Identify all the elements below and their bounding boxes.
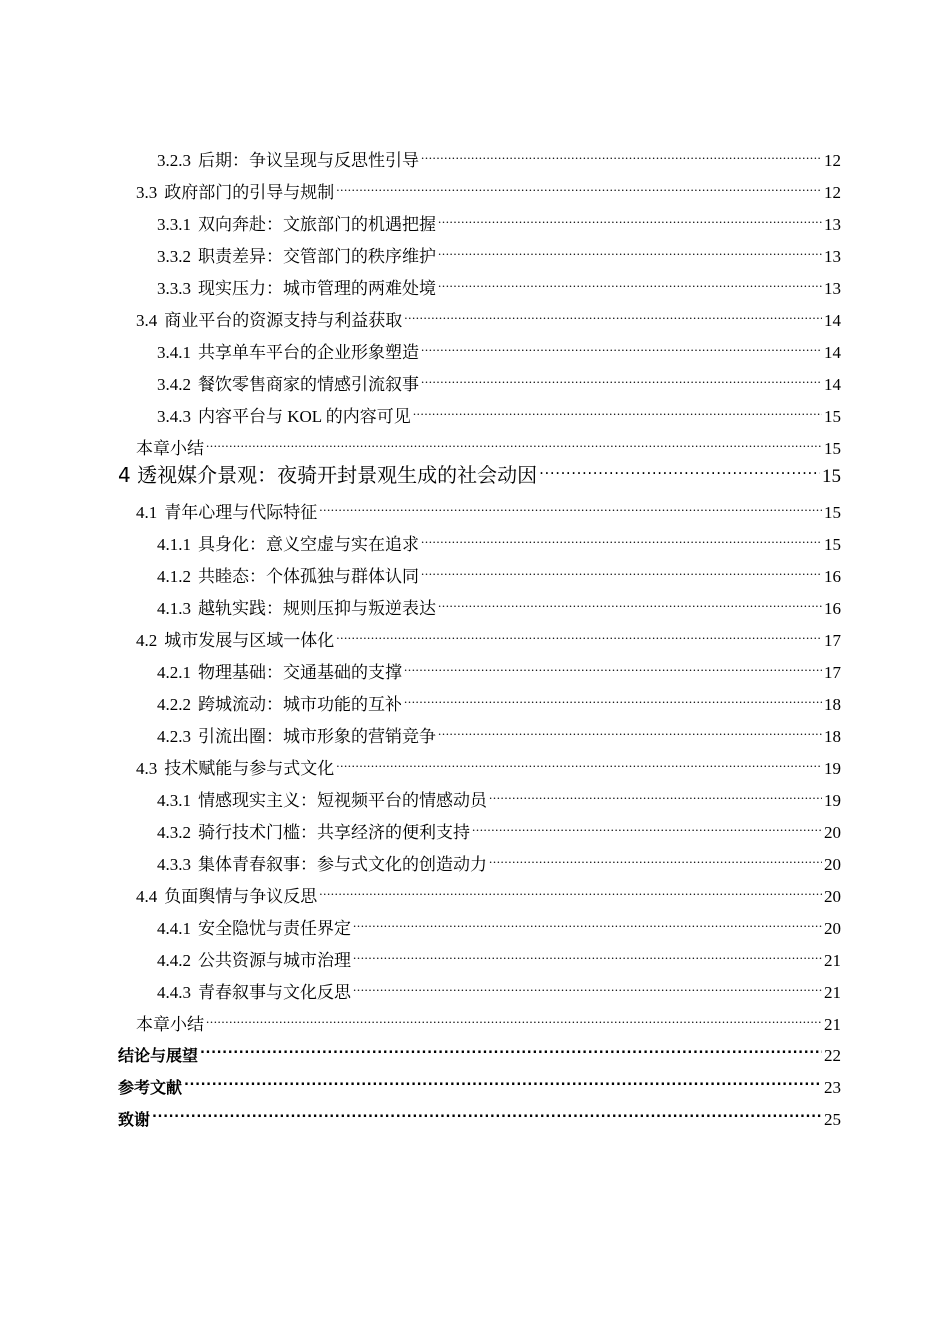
toc-entry-4-2-3[interactable] — [157, 718, 841, 746]
toc-entry-title: 越轨实践：规则压抑与叛逆表达 — [198, 599, 436, 618]
toc-entry-3-3-2[interactable] — [157, 238, 841, 266]
toc-entry-number: 4.4.2 — [157, 951, 191, 970]
toc-entry-title: 本章小结 — [136, 439, 204, 458]
toc-entry-title: 现实压力：城市管理的两难处境 — [198, 279, 436, 298]
toc-entry-page: 21 — [824, 1015, 841, 1034]
dot-leader — [319, 494, 822, 518]
toc-entry-title: 后期：争议呈现与反思性引导 — [198, 151, 419, 170]
dot-leader — [421, 526, 822, 550]
toc-entry-number: 4.1.3 — [157, 599, 191, 618]
toc-entry-4-1-2[interactable] — [157, 558, 841, 586]
dot-leader — [421, 558, 822, 582]
toc-entry-title: 青年心理与代际特征 — [164, 503, 318, 522]
toc-entry-page: 18 — [824, 695, 841, 714]
toc-entry-title: 骑行技术门槛：共享经济的便利支持 — [198, 823, 470, 842]
dot-leader — [413, 398, 822, 422]
toc-entry-page: 13 — [824, 279, 841, 298]
toc-entry-number: 4.4.3 — [157, 983, 191, 1002]
toc-chapter-title: 4 透视媒介景观：夜骑开封景观生成的社会动因 — [118, 463, 538, 487]
toc-entry-number: 3.3 — [136, 183, 158, 202]
toc-entry-4-3[interactable] — [136, 750, 841, 778]
toc-entry-title: 负面舆情与争议反思 — [164, 887, 318, 906]
toc-entry-page: 12 — [824, 151, 841, 170]
toc-entry-4-4[interactable] — [136, 878, 841, 906]
toc-entry-number: 4.3.3 — [157, 855, 191, 874]
toc-entry-number: 4.2.1 — [157, 663, 191, 682]
toc-entry-page: 15 — [822, 466, 841, 487]
toc-entry-chapter-4[interactable] — [118, 458, 841, 488]
toc-entry-number: 3.2.3 — [157, 151, 191, 170]
toc-entry-3-4-2[interactable] — [157, 366, 841, 394]
toc-entry-page: 16 — [824, 599, 841, 618]
toc-entry-page: 18 — [824, 727, 841, 746]
toc-entry-title: 跨城流动：城市功能的互补 — [198, 695, 402, 714]
toc-entry-title: 共睦态：个体孤独与群体认同 — [198, 567, 419, 586]
toc-entry-title: 职责差异：交管部门的秩序维护 — [198, 247, 436, 266]
toc-entry-page: 17 — [824, 631, 841, 650]
dot-leader — [489, 782, 822, 806]
toc-entry-title: 致谢 — [118, 1110, 151, 1129]
toc-entry-page: 14 — [824, 311, 841, 330]
dot-leader — [404, 654, 822, 678]
toc-entry-title: 青春叙事与文化反思 — [198, 983, 351, 1002]
dot-leader — [421, 366, 822, 390]
toc-entry-title: 餐饮零售商家的情感引流叙事 — [198, 375, 419, 394]
toc-entry-4-1-1[interactable] — [157, 526, 841, 554]
toc-entry-number: 3.3.3 — [157, 279, 191, 298]
toc-entry-number: 4.2.2 — [157, 695, 191, 714]
toc-entry-page: 13 — [824, 215, 841, 234]
toc-entry-page: 20 — [824, 887, 841, 906]
toc-entry-number: 4.1.2 — [157, 567, 191, 586]
toc-entry-number: 4.3.2 — [157, 823, 191, 842]
toc-entry-3-3-1[interactable] — [157, 206, 841, 234]
toc-entry-number: 3.4.1 — [157, 343, 191, 362]
dot-leader — [336, 174, 822, 198]
toc-entry-number: 4.1.1 — [157, 535, 191, 554]
dot-leader — [421, 142, 822, 166]
toc-entry-page: 17 — [824, 663, 841, 682]
toc-entry-title: 政府部门的引导与规制 — [164, 183, 335, 202]
dot-leader — [206, 430, 822, 454]
dot-leader — [353, 942, 822, 966]
toc-entry-4-3-3[interactable] — [157, 846, 841, 874]
toc-entry-page: 14 — [824, 343, 841, 362]
dot-leader — [438, 590, 822, 614]
toc-entry-page: 15 — [824, 407, 841, 426]
toc-entry-4-1[interactable] — [136, 494, 841, 522]
dot-leader — [404, 302, 822, 326]
toc-entry-title: 内容平台与 KOL 的内容可见 — [198, 407, 411, 426]
toc-entry-title: 技术赋能与参与式文化 — [164, 759, 335, 778]
toc-entry-4-3-1[interactable] — [157, 782, 841, 810]
toc-entry-3-4[interactable] — [136, 302, 841, 330]
dot-leader — [438, 206, 822, 230]
toc-entry-page: 13 — [824, 247, 841, 266]
toc-entry-page: 19 — [824, 759, 841, 778]
toc-entry-title: 引流出圈：城市形象的营销竞争 — [198, 727, 436, 746]
toc-entry-number: 3.4.3 — [157, 407, 191, 426]
toc-entry-page: 20 — [824, 855, 841, 874]
toc-entry-page: 14 — [824, 375, 841, 394]
dot-leader — [319, 878, 822, 902]
toc-entry-title: 情感现实主义：短视频平台的情感动员 — [198, 791, 487, 810]
toc-entry-references[interactable] — [118, 1069, 841, 1097]
toc-entry-title: 具身化：意义空虚与实在追求 — [198, 535, 419, 554]
dot-leader — [184, 1069, 822, 1093]
toc-entry-chapter4-summary[interactable] — [136, 1006, 841, 1034]
toc-entry-title: 参考文献 — [118, 1078, 183, 1097]
toc-entry-3-3-3[interactable] — [157, 270, 841, 298]
dot-leader — [200, 1037, 822, 1061]
toc-entry-page: 16 — [824, 567, 841, 586]
toc-entry-title: 城市发展与区域一体化 — [164, 631, 335, 650]
toc-entry-3-2-3[interactable] — [157, 142, 841, 170]
toc-entry-number: 3.3.1 — [157, 215, 191, 234]
toc-entry-number: 3.4.2 — [157, 375, 191, 394]
dot-leader — [489, 846, 822, 870]
toc-entry-page: 23 — [824, 1078, 841, 1097]
toc-entry-number: 4.4.1 — [157, 919, 191, 938]
toc-entry-acknowledgements[interactable] — [118, 1101, 841, 1129]
toc-entry-conclusion[interactable] — [118, 1037, 841, 1065]
toc-entry-number: 4.1 — [136, 503, 158, 522]
dot-leader — [336, 750, 822, 774]
toc-entry-page: 15 — [824, 535, 841, 554]
dot-leader — [539, 458, 820, 482]
toc-entry-3-3[interactable] — [136, 174, 841, 202]
toc-entry-4-4-3[interactable] — [157, 974, 841, 1002]
dot-leader — [353, 974, 822, 998]
dot-leader — [472, 814, 822, 838]
dot-leader — [421, 334, 822, 358]
toc-entry-page: 19 — [824, 791, 841, 810]
dot-leader — [152, 1101, 822, 1125]
toc-entry-number: 4.3.1 — [157, 791, 191, 810]
toc-entry-4-3-2[interactable] — [157, 814, 841, 842]
toc-entry-4-2-2[interactable] — [157, 686, 841, 714]
toc-entry-page: 20 — [824, 919, 841, 938]
toc-entry-number: 4.4 — [136, 887, 158, 906]
toc-entry-number: 3.4 — [136, 311, 158, 330]
toc-entry-4-4-1[interactable] — [157, 910, 841, 938]
toc-entry-page: 20 — [824, 823, 841, 842]
dot-leader — [206, 1006, 822, 1030]
toc-entry-page: 15 — [824, 439, 841, 458]
toc-entry-title: 公共资源与城市治理 — [198, 951, 351, 970]
toc-entry-title: 物理基础：交通基础的支撑 — [198, 663, 402, 682]
dot-leader — [336, 622, 822, 646]
toc-entry-4-4-2[interactable] — [157, 942, 841, 970]
toc-entry-4-1-3[interactable] — [157, 590, 841, 618]
toc-entry-number: 4.2.3 — [157, 727, 191, 746]
toc-entry-title: 结论与展望 — [118, 1046, 199, 1065]
toc-entry-4-2[interactable] — [136, 622, 841, 650]
toc-entry-page: 25 — [824, 1110, 841, 1129]
toc-entry-number: 3.3.2 — [157, 247, 191, 266]
toc-entry-page: 15 — [824, 503, 841, 522]
toc-entry-page: 21 — [824, 983, 841, 1002]
toc-entry-title: 共享单车平台的企业形象塑造 — [198, 343, 419, 362]
toc-entry-3-4-3[interactable] — [157, 398, 841, 426]
dot-leader — [438, 238, 822, 262]
toc-entry-title: 本章小结 — [136, 1015, 204, 1034]
toc-entry-3-4-1[interactable] — [157, 334, 841, 362]
dot-leader — [353, 910, 822, 934]
toc-entry-title: 双向奔赴：文旅部门的机遇把握 — [198, 215, 436, 234]
toc-entry-page: 22 — [824, 1046, 841, 1065]
toc-entry-title: 商业平台的资源支持与利益获取 — [164, 311, 403, 330]
toc-entry-title: 集体青春叙事：参与式文化的创造动力 — [198, 855, 487, 874]
toc-entry-title: 安全隐忧与责任界定 — [198, 919, 351, 938]
toc-entry-page: 21 — [824, 951, 841, 970]
toc-entry-chapter3-summary[interactable] — [136, 430, 841, 458]
toc-entry-page: 12 — [824, 183, 841, 202]
toc-entry-number: 4.3 — [136, 759, 158, 778]
dot-leader — [438, 270, 822, 294]
toc-entry-4-2-1[interactable] — [157, 654, 841, 682]
dot-leader — [438, 718, 822, 742]
toc-entry-number: 4.2 — [136, 631, 158, 650]
dot-leader — [404, 686, 822, 710]
